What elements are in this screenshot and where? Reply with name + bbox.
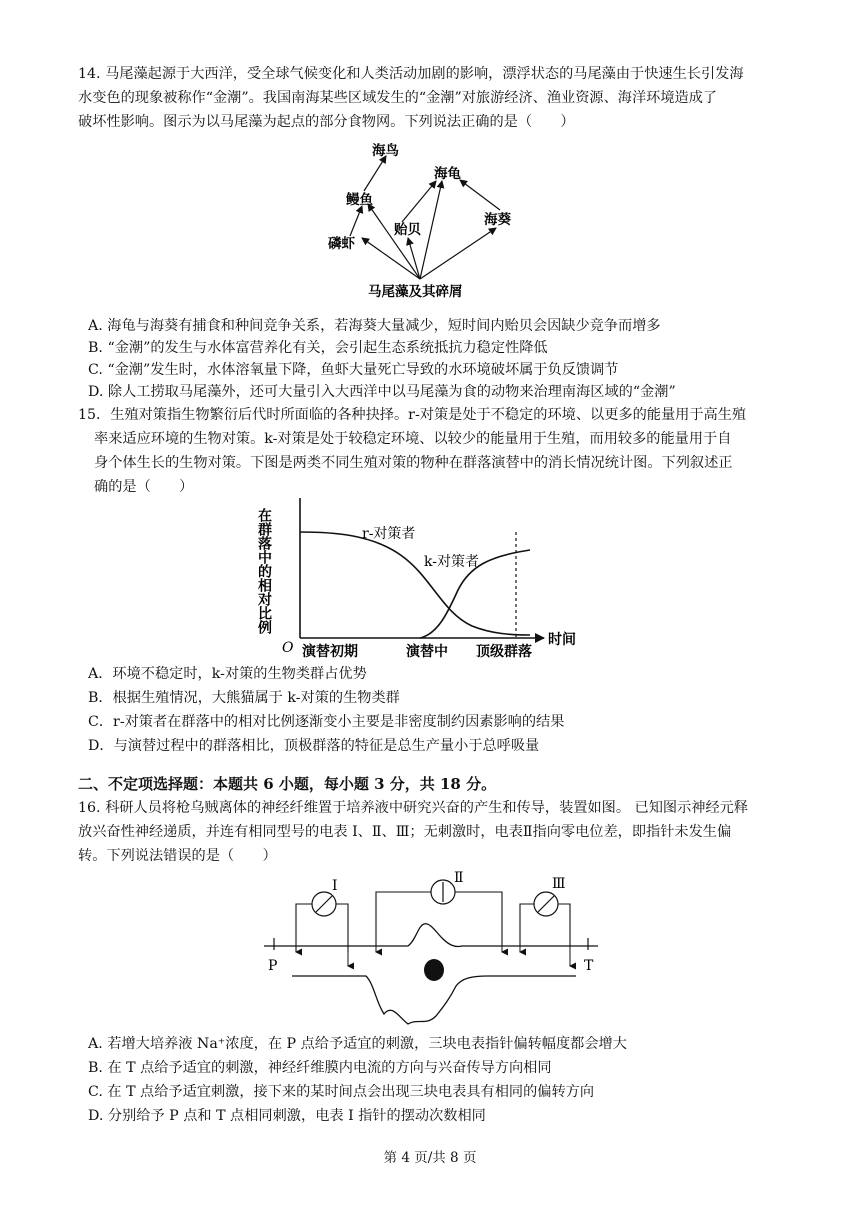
q16-option-c: C. 在 T 点给予适宜刺激，接下来的某时间点会出现三块电表具有相同的偏转方向 <box>88 1084 595 1100</box>
fiber-bottom-membrane <box>292 976 576 1024</box>
graph-origin: O <box>282 640 294 656</box>
meter-1-label: I <box>332 878 338 894</box>
neuron-nucleus <box>424 959 444 981</box>
q16-stem-line-1: 16. 科研人员将枪乌贼离体的神经纤维置于培养液中研究兴奋的产生和传导，装置如图。 已知图示神经元释 <box>78 800 749 816</box>
q14-option-c: C. “金潮”发生时，水体溶氧量下降，鱼虾大量死亡导致的水环境破坏属于负反馈调节 <box>88 362 619 378</box>
nerve-fiber-diagram <box>258 866 608 1034</box>
q15-stem-line-1: 15．生殖对策指生物繁衍后代时所面临的各种抉择。r-对策是处于不稳定的环境、以更多的能量用于高生殖 <box>78 407 747 423</box>
q15-option-d: D．与演替过程中的群落相比，顶极群落的特征是总生产量小于总呼吸量 <box>88 738 540 754</box>
q14-option-d: D. 除人工捞取马尾藻外，还可大量引入大西洋中以马尾藻为食的动物来治理南海区域的“金潮” <box>88 384 676 400</box>
node-anemone: 海葵 <box>484 212 511 228</box>
arrow-eel-seabird <box>364 156 386 191</box>
q15-stem-line-4: 确的是（ ） <box>94 479 194 495</box>
graph-y-label: 在群落中的相对比例 <box>256 508 272 634</box>
q15-option-c: C．r-对策者在群落中的相对比例逐渐变小主要是非密度制约因素影响的结果 <box>88 714 565 730</box>
r-strategy-curve <box>300 532 530 635</box>
food-web-diagram <box>320 136 540 306</box>
page-footer: 第 4 页/共 8 页 <box>383 1150 477 1166</box>
q16-stem-line-3: 转。下列说法错误的是（ ） <box>78 848 277 864</box>
graph-tick-early: 演替初期 <box>302 644 358 660</box>
graph-x-label: 时间 <box>548 632 576 648</box>
node-turtle: 海龟 <box>434 166 461 182</box>
q15-stem-line-2: 率来适应环境的生物对策。k-对策是处于较稳定环境、以较少的能量用于生殖，而用较多的能量用于自 <box>94 431 732 447</box>
q14-stem-line-2: 水变色的现象被称作“金潮”。我国南海某些区域发生的“金潮”对旅游经济、渔业资源、海洋环境造成了 <box>78 90 718 106</box>
q14-stem-line-1: 14. 马尾藻起源于大西洋，受全球气候变化和人类活动加剧的影响，漂浮状态的马尾藻由于快速生长引发海 <box>78 66 744 82</box>
meter-3-label: Ⅲ <box>552 876 566 892</box>
q15-option-a: A．环境不稳定时，k-对策的生物类群占优势 <box>88 666 367 682</box>
node-seaweed: 马尾藻及其碎屑 <box>368 284 463 300</box>
graph-tick-mid: 演替中 <box>406 644 448 660</box>
arrow-anemone-turtle <box>460 180 500 210</box>
q16-stem-line-2: 放兴奋性神经递质，并连有相同型号的电表 I、Ⅱ、Ⅲ；无刺激时，电表Ⅱ指向零电位差，即指针未发生偏 <box>78 824 732 840</box>
q14-option-a: A. 海龟与海葵有捕食和种间竞争关系，若海葵大量减少，短时间内贻贝会因缺少竞争而增多 <box>88 318 661 334</box>
arrow-seaweed-mussel <box>408 238 420 279</box>
q16-option-b: B. 在 T 点给予适宜的刺激，神经纤维膜内电流的方向与兴奋传导方向相同 <box>88 1060 552 1076</box>
point-p-label: P <box>268 958 278 974</box>
node-seabird: 海鸟 <box>372 143 399 159</box>
point-t-label: T <box>584 958 594 974</box>
q15-stem-line-3: 身个体生长的生物对策。下图是两类不同生殖对策的物种在群落演替中的消长情况统计图。下列叙述正 <box>94 455 733 471</box>
meter-2-label: Ⅱ <box>454 870 464 886</box>
graph-r-label: r-对策者 <box>362 526 416 542</box>
arrow-seaweed-krill <box>362 238 420 279</box>
q16-option-d: D. 分别给予 P 点和 T 点相同刺激，电表 I 指针的摆动次数相同 <box>88 1108 486 1124</box>
q14-option-b: B. “金潮”的发生与水体富营养化有关，会引起生态系统抵抗力稳定性降低 <box>88 340 548 356</box>
q14-stem-line-3: 破坏性影响。图示为以马尾藻为起点的部分食物网。下列说法正确的是（ ） <box>78 114 575 130</box>
node-eel: 鳗鱼 <box>346 192 373 208</box>
graph-k-label: k-对策者 <box>424 554 479 570</box>
arrow-seaweed-anemone <box>420 228 496 279</box>
arrow-mussel-turtle <box>402 181 436 222</box>
arrow-krill-eel <box>350 206 362 236</box>
fiber-top-membrane <box>264 924 598 947</box>
arrow-seaweed-eel <box>368 204 420 279</box>
q16-option-a: A. 若增大培养液 Na⁺浓度，在 P 点给予适宜的刺激，三块电表指针偏转幅度都会增大 <box>88 1036 627 1052</box>
graph-tick-climax: 顶级群落 <box>476 644 532 660</box>
section-2-heading: 二、不定项选择题：本题共 6 小题，每小题 3 分，共 18 分。 <box>78 775 497 793</box>
node-krill: 磷虾 <box>328 236 355 252</box>
node-mussel: 贻贝 <box>394 222 421 238</box>
q15-option-b: B．根据生殖情况，大熊猫属于 k-对策的生物类群 <box>88 690 400 706</box>
succession-graph <box>256 494 592 666</box>
